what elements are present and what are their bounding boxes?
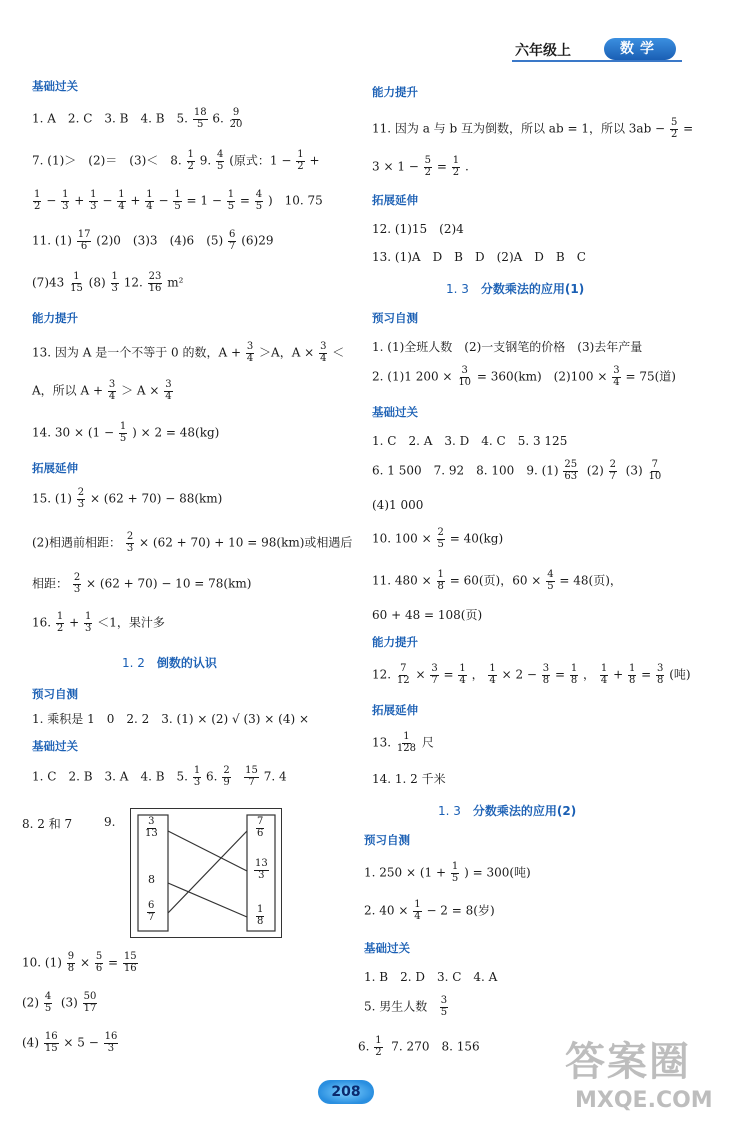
answer-line: 6. 1 500 7. 92 8. 100 9. (1) $\frac{25}{63}$ (2) $\frac{2}{7}$ (3) $\frac{7}{10}$ bbox=[372, 459, 662, 482]
fraction: $\frac{1}{8}$ bbox=[628, 663, 636, 686]
section-heading-jichu-r2: 基础过关 bbox=[364, 941, 410, 955]
math-operator: + bbox=[70, 193, 89, 208]
page-number: 208 bbox=[318, 1080, 374, 1104]
answer-line: 2. 40 × $\frac{1}{4}$ − 2 = 8(岁) bbox=[364, 899, 495, 922]
matching-diagram bbox=[130, 808, 282, 938]
section-heading-jichu: 基础过关 bbox=[32, 79, 78, 93]
fraction: $\frac{1}{4}$ bbox=[489, 663, 496, 686]
section-title-1-3b: 1. 3 分数乘法的应用(2) bbox=[438, 804, 577, 818]
math-operator: − bbox=[154, 193, 173, 208]
answer-line: 相距： $\frac{2}{3}$ × (62 + 70) − 10 = 78(km) bbox=[32, 572, 252, 595]
math-operator: = bbox=[236, 193, 254, 208]
answer-line: 13. 因为 A 是一个不等于 0 的数，A + $\frac{3}{4}$ ＞A，A × $\frac{3}{4}$ ＜ bbox=[32, 341, 345, 364]
math-operator: = bbox=[551, 667, 569, 682]
answer-line: 14. 1. 2 千米 bbox=[372, 772, 446, 786]
answer-line bbox=[32, 190, 323, 212]
answer-line: 1. A 2. C 3. B 4. B 5. $\frac{18}{5}$ 6. $\frac{9}{20}$ bbox=[32, 107, 243, 130]
answer-line: 1. C 2. A 3. D 4. C 5. 3 125 bbox=[372, 434, 568, 448]
section-heading-jichu-r: 基础过关 bbox=[372, 405, 418, 419]
answer-line: (4) $\frac{16}{15}$ × 5 − $\frac{16}{3}$ bbox=[22, 1031, 118, 1054]
match-left-3: $\frac{6}{7}$ bbox=[148, 900, 155, 923]
answer-line: 5. 男生人数 $\frac{3}{5}$ bbox=[364, 995, 448, 1018]
match-right-2: $\frac{13}{3}$ bbox=[255, 858, 268, 881]
math-operator: = bbox=[637, 667, 655, 682]
math-operator: ) 10. 75 bbox=[264, 193, 323, 208]
math-operator: + bbox=[609, 667, 627, 682]
math-operator: + bbox=[126, 193, 145, 208]
section-heading-nengli-r2: 能力提升 bbox=[372, 635, 418, 649]
math-operator: (吨) bbox=[665, 667, 691, 682]
math-operator: = bbox=[439, 667, 458, 682]
match-left-1: $\frac{3}{13}$ bbox=[145, 816, 158, 839]
fraction: $\frac{1}{5}$ bbox=[227, 189, 235, 212]
answer-line: 10. (1) $\frac{9}{8}$ × $\frac{5}{6}$ = $\frac{15}{16}$ bbox=[22, 951, 137, 974]
section-title-1-2: 1. 2 倒数的认识 bbox=[122, 656, 217, 670]
fraction: $\frac{1}{3}$ bbox=[62, 189, 69, 212]
subject-badge: 数学 bbox=[604, 38, 676, 60]
fraction: $\frac{1}{4}$ bbox=[146, 189, 153, 212]
math-operator: × bbox=[411, 667, 430, 682]
fraction: $\frac{1}{8}$ bbox=[570, 663, 578, 686]
answer-line: 15. (1) $\frac{2}{3}$ × (62 + 70) − 88(km) bbox=[32, 487, 223, 510]
match-right-3: $\frac{1}{8}$ bbox=[257, 904, 264, 927]
answer-line: 6. $\frac{1}{2}$ 7. 270 8. 156 bbox=[358, 1035, 480, 1058]
fraction: $\frac{1}{5}$ bbox=[174, 189, 181, 212]
answer-line: (2) $\frac{4}{5}$ (3) $\frac{50}{17}$ bbox=[22, 991, 97, 1014]
answer-line: 1. B 2. D 3. C 4. A bbox=[364, 970, 498, 984]
answer-line: 11. 480 × $\frac{1}{8}$ = 60(页)，60 × $\frac{4}{5}$ = 48(页)， bbox=[372, 569, 622, 592]
header-rule bbox=[512, 60, 682, 62]
answer-line: 3 × 1 − $\frac{5}{2}$ = $\frac{1}{2}$ . bbox=[372, 155, 469, 178]
fraction: $\frac{3}{8}$ bbox=[657, 663, 664, 686]
answer-line: 11. (1) $\frac{17}{6}$ (2)0 (3)3 (4)6 (5) $\frac{6}{7}$ (6)29 bbox=[32, 229, 274, 252]
answer-line: 60 + 48 = 108(页) bbox=[372, 608, 483, 622]
match-right-1: $\frac{7}{6}$ bbox=[257, 816, 264, 839]
answer-line: 13. (1)A D B D (2)A D B C bbox=[372, 250, 586, 264]
fraction: $\frac{1}{4}$ bbox=[118, 189, 125, 212]
answer-line: (7)43 $\frac{1}{15}$ (8) $\frac{1}{3}$ 12. $\frac{23}{16}$ m² bbox=[32, 271, 184, 294]
fraction: $\frac{1}{4}$ bbox=[600, 663, 608, 686]
section-heading-yuxi-r2: 预习自测 bbox=[364, 833, 410, 847]
answer-line: A，所以 A + $\frac{3}{4}$ ＞ A × $\frac{3}{4}$ bbox=[32, 379, 172, 402]
fraction: $\frac{3}{7}$ bbox=[431, 663, 438, 686]
answer-line: 11. 因为 a 与 b 互为倒数，所以 ab = 1，所以 3ab − $\frac{5}{2}$ = bbox=[372, 117, 694, 140]
section-heading-yuxi: 预习自测 bbox=[32, 687, 78, 701]
answer-line: 14. 30 × (1 − $\frac{1}{5}$ ) × 2 = 48(kg) bbox=[32, 421, 220, 444]
math-operator: − bbox=[98, 193, 117, 208]
answer-line: 1. 乘积是 1 0 2. 2 3. (1) × (2) √ (3) × (4) × bbox=[32, 712, 310, 726]
fraction: $\frac{7}{12}$ bbox=[396, 663, 410, 686]
section-heading-tuozhan-r: 拓展延伸 bbox=[372, 193, 418, 207]
fraction: $\frac{1}{4}$ bbox=[459, 663, 466, 686]
fraction: $\frac{1}{2}$ bbox=[34, 189, 41, 212]
section-heading-nengli-r: 能力提升 bbox=[372, 85, 418, 99]
answer-line: 10. 100 × $\frac{2}{5}$ = 40(kg) bbox=[372, 527, 504, 550]
answer-line: 7. (1)＞ (2)＝ (3)＜ 8. $\frac{1}{2}$ 9. $\frac{4}{5}$ (原式：1 − $\frac{1}{2}$ + bbox=[32, 149, 320, 172]
header-grade: 六年级上 bbox=[515, 43, 571, 59]
answer-line: 2. (1)1 200 × $\frac{3}{10}$ = 360(km) (2)100 × $\frac{3}{4}$ = 75(道) bbox=[372, 365, 676, 388]
math-operator: ， bbox=[579, 667, 599, 682]
section-heading-yuxi-r: 预习自测 bbox=[372, 311, 418, 325]
answer-line: 1. 250 × (1 + $\frac{1}{5}$ ) = 300(吨) bbox=[364, 861, 531, 884]
section-title-1-3a: 1. 3 分数乘法的应用(1) bbox=[446, 282, 585, 296]
answer-line: (2)相遇前相距： $\frac{2}{3}$ × (62 + 70) + 10 = 98(km)或相遇后 bbox=[32, 531, 353, 554]
answer-line: 13. $\frac{1}{128}$ 尺 bbox=[372, 731, 434, 754]
fraction: $\frac{1}{3}$ bbox=[90, 189, 97, 212]
math-operator: = 1 − bbox=[182, 193, 226, 208]
watermark-logo bbox=[545, 1030, 745, 1125]
section-heading-tuozhan: 拓展延伸 bbox=[32, 461, 78, 475]
answer-line: 8. 2 和 7 bbox=[22, 817, 73, 831]
section-heading-nengli: 能力提升 bbox=[32, 311, 78, 325]
answer-line: (4)1 000 bbox=[372, 498, 424, 512]
answer-line: 1. (1)全班人数 (2)一支钢笔的价格 (3)去年产量 bbox=[372, 340, 643, 354]
math-operator: − bbox=[42, 193, 61, 208]
answer-line: 1. C 2. B 3. A 4. B 5. $\frac{1}{3}$ 6. $\frac{2}{9}$ $\frac{15}{7}$ 7. 4 bbox=[32, 765, 287, 788]
answer-line: 9. bbox=[104, 815, 116, 829]
math-operator: × 2 − bbox=[497, 667, 541, 682]
math-operator: ， bbox=[467, 667, 488, 682]
watermark-text: 答案圈 bbox=[565, 1039, 691, 1085]
watermark-url: MXQE.COM bbox=[575, 1088, 713, 1113]
math-operator: 12. bbox=[372, 667, 395, 682]
answer-line bbox=[372, 664, 691, 686]
section-heading-jichu-2: 基础过关 bbox=[32, 739, 78, 753]
answer-line: 12. (1)15 (2)4 bbox=[372, 222, 464, 236]
section-heading-tuozhan-r2: 拓展延伸 bbox=[372, 703, 418, 717]
match-left-2: 8 bbox=[148, 873, 155, 886]
fraction: $\frac{3}{8}$ bbox=[542, 663, 550, 686]
answer-line: 16. $\frac{1}{2}$ + $\frac{1}{3}$ ＜1，果汁多 bbox=[32, 611, 165, 634]
fraction: $\frac{4}{5}$ bbox=[255, 189, 263, 212]
